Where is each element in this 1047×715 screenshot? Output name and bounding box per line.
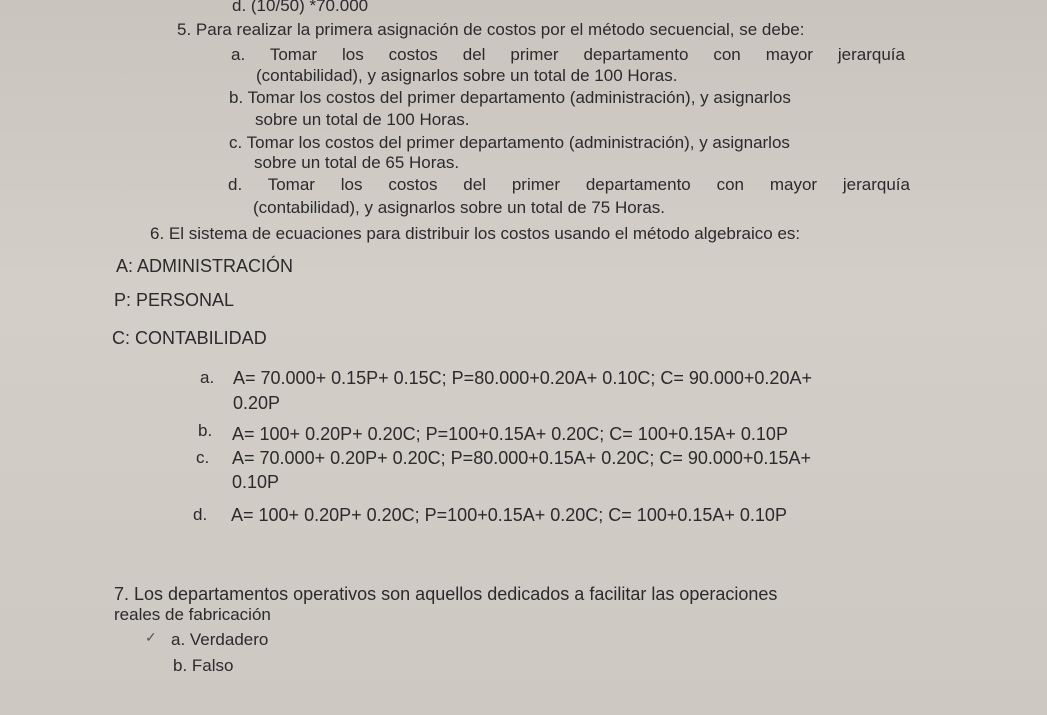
q7-option-a: a. Verdadero (171, 630, 269, 649)
checkmark-icon: ✓ (145, 629, 157, 645)
q6-option-d-equation: A= 100+ 0.20P+ 0.20C; P=100+0.15A+ 0.20C; C= 100+0.15A+ 0.10P (231, 505, 787, 525)
q5-option-a-line1: a. Tomar los costos del primer departamento con mayor jerarquía (231, 45, 905, 64)
q5-option-d-line1: d. Tomar los costos del primer departamento con mayor jerarquía (228, 175, 910, 194)
q7-option-b: b. Falso (173, 656, 234, 675)
q5-option-c-line1: c. Tomar los costos del primer departamento (administración), y asignarlos (229, 133, 790, 152)
q6-option-a-label: a. (200, 368, 215, 387)
q6-option-c-label: c. (196, 448, 210, 467)
q5-option-d-line2: (contabilidad), y asignarlos sobre un total de 75 Horas. (253, 198, 666, 217)
q5-option-b-line1: b. Tomar los costos del primer departamento (administración), y asignarlos (229, 88, 791, 107)
q5-option-b-line2: sobre un total de 100 Horas. (255, 110, 470, 129)
legend-administracion: A: ADMINISTRACIÓN (116, 256, 294, 276)
q6-option-c-equation: A= 70.000+ 0.20P+ 0.20C; P=80.000+0.15A+ 0.20C; C= 90.000+0.15A+ (232, 448, 811, 468)
q6-option-c-equation-cont: 0.10P (232, 472, 280, 492)
q6-option-a-equation-cont: 0.20P (233, 393, 281, 413)
question-5: 5. Para realizar la primera asignación de costos por el método secuencial, se debe: (177, 20, 805, 39)
q6-option-b-equation: A= 100+ 0.20P+ 0.20C; P=100+0.15A+ 0.20C; C= 100+0.15A+ 0.10P (232, 424, 788, 444)
question-6: 6. El sistema de ecuaciones para distribuir los costos usando el método algebraico es: (150, 224, 801, 243)
q6-option-d-label: d. (193, 505, 208, 524)
q6-option-a-equation: A= 70.000+ 0.15P+ 0.15C; P=80.000+0.20A+ 0.10C; C= 90.000+0.20A+ (233, 368, 812, 388)
legend-personal: P: PERSONAL (114, 290, 235, 310)
legend-contabilidad: C: CONTABILIDAD (112, 328, 267, 348)
question-7-line2: reales de fabricación (114, 605, 271, 624)
q4-option-d: d. (10/50) *70.000 (232, 0, 369, 15)
question-7-line1: 7. Los departamentos operativos son aquellos dedicados a facilitar las operaciones (114, 584, 778, 604)
q5-option-a-line2: (contabilidad), y asignarlos sobre un total de 100 Horas. (256, 66, 678, 85)
q6-option-b-label: b. (198, 421, 213, 440)
q5-option-c-line2: sobre un total de 65 Horas. (254, 153, 460, 172)
